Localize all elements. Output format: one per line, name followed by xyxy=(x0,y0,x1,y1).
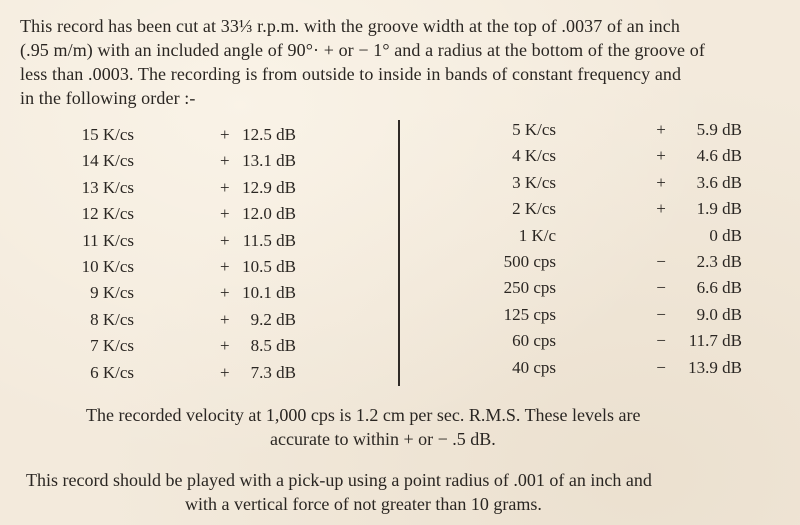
band-frequency: 8 K/cs xyxy=(90,310,134,329)
level-sign: + xyxy=(220,204,230,223)
level-value: 2.3 dB xyxy=(696,252,742,271)
level-sign: + xyxy=(656,199,666,218)
level-value: 3.6 dB xyxy=(696,173,742,192)
band-frequency: 12 K/cs xyxy=(81,204,134,223)
level-value: 12.9 dB xyxy=(242,178,296,197)
level-value: 7.3 dB xyxy=(250,363,296,382)
intro-line-3: less than .0003. The recording is from outside to inside in bands of constant frequency and xyxy=(20,64,682,84)
band-frequency: 13 K/cs xyxy=(81,178,134,197)
band-level xyxy=(642,328,742,354)
band-frequency: 10 K/cs xyxy=(81,257,134,276)
velocity-note-line-1: The recorded velocity at 1,000 cps is 1.2 cm per sec. R.M.S. These levels are xyxy=(86,405,641,425)
velocity-note-line-2: accurate to within + or − .5 dB. xyxy=(270,429,496,449)
level-sign: + xyxy=(656,146,666,165)
level-sign: + xyxy=(656,173,666,192)
band-frequency: 60 cps xyxy=(512,331,556,350)
band-frequency: 500 cps xyxy=(503,252,556,271)
level-sign: + xyxy=(220,257,230,276)
level-value: 8.5 dB xyxy=(250,336,296,355)
playback-note-line-1: This record should be played with a pick-up using a point radius of .001 of an inch and xyxy=(26,470,652,490)
band-level xyxy=(220,201,320,227)
band-level xyxy=(642,143,742,169)
band-level xyxy=(642,275,742,301)
level-value: 13.1 dB xyxy=(242,151,296,170)
level-value: 10.5 dB xyxy=(242,257,296,276)
level-sign: − xyxy=(656,331,666,350)
level-value: 6.6 dB xyxy=(696,278,742,297)
level-value: 12.0 dB xyxy=(242,204,296,223)
level-sign: − xyxy=(656,278,666,297)
band-level xyxy=(220,122,320,148)
level-sign: − xyxy=(656,305,666,324)
band-level xyxy=(642,223,742,249)
band-level xyxy=(642,196,742,222)
band-frequency: 5 K/cs xyxy=(512,120,556,139)
band-level xyxy=(220,333,320,359)
level-sign: + xyxy=(220,336,230,355)
intro-paragraph xyxy=(20,14,780,110)
band-frequency: 1 K/c xyxy=(518,226,556,245)
band-level xyxy=(642,170,742,196)
band-level xyxy=(642,249,742,275)
band-frequency: 2 K/cs xyxy=(512,199,556,218)
level-sign: + xyxy=(220,151,230,170)
level-value: 9.2 dB xyxy=(250,310,296,329)
band-frequency: 15 K/cs xyxy=(81,125,134,144)
level-value: 13.9 dB xyxy=(688,358,742,377)
band-frequency: 9 K/cs xyxy=(90,283,134,302)
level-value: 1.9 dB xyxy=(696,199,742,218)
level-sign: + xyxy=(220,310,230,329)
band-frequency: 11 K/cs xyxy=(82,231,134,250)
band-frequency: 14 K/cs xyxy=(81,151,134,170)
level-sign: + xyxy=(220,363,230,382)
band-frequency: 250 cps xyxy=(503,278,556,297)
level-value: 0 dB xyxy=(709,226,742,245)
level-value: 4.6 dB xyxy=(696,146,742,165)
intro-line-1: This record has been cut at 33⅓ r.p.m. with the groove width at the top of .0037 of an inch xyxy=(20,16,680,36)
level-sign: + xyxy=(220,178,230,197)
band-frequency: 40 cps xyxy=(512,358,556,377)
band-level xyxy=(220,254,320,280)
level-sign: − xyxy=(656,252,666,271)
band-level xyxy=(220,307,320,333)
band-frequency: 6 K/cs xyxy=(90,363,134,382)
band-level xyxy=(220,175,320,201)
column-divider xyxy=(398,120,400,386)
band-level xyxy=(642,302,742,328)
band-level xyxy=(220,228,320,254)
playback-note-line-2: with a vertical force of not greater than 10 grams. xyxy=(185,494,542,514)
band-frequency: 3 K/cs xyxy=(512,173,556,192)
band-frequency: 7 K/cs xyxy=(90,336,134,355)
band-level xyxy=(220,148,320,174)
intro-line-2: (.95 m/m) with an included angle of 90°· + or − 1° and a radius at the bottom of the groove of xyxy=(20,40,705,60)
band-level xyxy=(220,280,320,306)
level-sign: + xyxy=(220,125,230,144)
level-sign: + xyxy=(656,120,666,139)
intro-line-4: in the following order :- xyxy=(20,88,196,108)
level-sign: + xyxy=(220,283,230,302)
band-level xyxy=(642,355,742,381)
level-value: 11.5 dB xyxy=(242,231,296,250)
band-frequency: 125 cps xyxy=(503,305,556,324)
band-level xyxy=(642,117,742,143)
level-sign: + xyxy=(220,231,230,250)
level-value: 12.5 dB xyxy=(242,125,296,144)
level-value: 5.9 dB xyxy=(696,120,742,139)
band-level xyxy=(220,360,320,386)
level-value: 10.1 dB xyxy=(242,283,296,302)
level-value: 11.7 dB xyxy=(688,331,742,350)
level-sign: − xyxy=(656,358,666,377)
level-value: 9.0 dB xyxy=(696,305,742,324)
band-frequency: 4 K/cs xyxy=(512,146,556,165)
